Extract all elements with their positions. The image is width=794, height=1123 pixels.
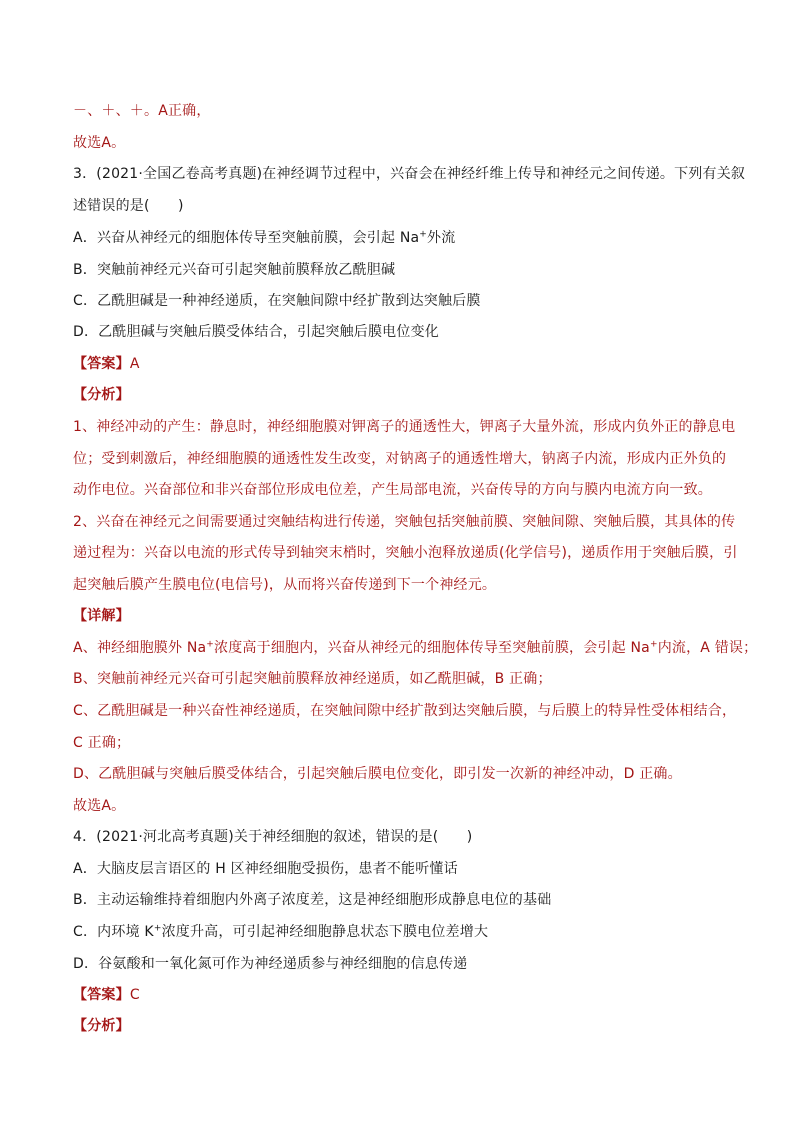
- q3-option-a-text: A．兴奋从神经元的细胞体传导至突触前膜，会引起 Na: [73, 230, 420, 246]
- prev-answer-line-2: 故选A。: [73, 135, 126, 151]
- q3-detail-a-text: A、神经细胞膜外 Na: [73, 640, 207, 656]
- q3-option-a-tail: 外流: [427, 230, 456, 246]
- q4-analysis-tag: 【分析】: [73, 1018, 130, 1034]
- q4-option-d: D．谷氨酸和一氧化氮可作为神经递质参与神经细胞的信息传递: [73, 956, 468, 972]
- q3-option-a-sup: +: [419, 229, 428, 240]
- q3-analysis-2b: 递过程为：兴奋以电流的形式传导到轴突末梢时，突触小泡释放递质(化学信号)，递质作用于突触后膜，引: [73, 545, 738, 561]
- q3-detail-c-2: C 正确；: [73, 735, 131, 751]
- q3-analysis-2a: 2、兴奋在神经元之间需要通过突触结构进行传递，突触包括突触前膜、突触间隙、突触后膜，其具体的传: [73, 514, 736, 530]
- q3-answer-value: A: [129, 356, 140, 372]
- q3-detail-a-tail: 内流，A 错误；: [657, 640, 758, 656]
- prev-answer-line-1: －、＋、＋。A正确，: [73, 103, 211, 119]
- q4-answer: [73, 985, 733, 1005]
- q3-detail-b: B、突触前神经元兴奋可引起突触前膜释放神经递质，如乙酰胆碱，B 正确；: [73, 671, 552, 687]
- q3-option-c: C．乙酰胆碱是一种神经递质，在突触间隙中经扩散到达突触后膜: [73, 293, 481, 309]
- q3-analysis-1a: 1、神经冲动的产生：静息时，神经细胞膜对钾离子的通透性大，钾离子大量外流，形成内负外正的静息电: [73, 419, 736, 435]
- q4-answer-value: C: [129, 987, 140, 1003]
- q3-detail-a-mid: 浓度高于细胞内，兴奋从神经元的细胞体传导至突触前膜，会引起 Na: [214, 640, 650, 656]
- q3-stem-line-2: 述错误的是( ): [73, 198, 184, 214]
- q4-answer-tag: 【答案】: [73, 987, 130, 1003]
- q3-option-d: D．乙酰胆碱与突触后膜受体结合，引起突触后膜电位变化: [73, 324, 439, 340]
- q4-option-b: B．主动运输维持着细胞内外离子浓度差，这是神经细胞形成静息电位的基础: [73, 892, 552, 908]
- q4-option-c-tail: 浓度升高，可引起神经细胞静息状态下膜电位差增大: [161, 924, 489, 940]
- q3-detail-c-1: C、乙酰胆碱是一种兴奋性神经递质，在突触间隙中经扩散到达突触后膜，与后膜上的特异性受体相结合，: [73, 703, 737, 719]
- q3-answer-tag: 【答案】: [73, 356, 130, 372]
- q4-option-c-sup: +: [153, 923, 162, 934]
- q3-option-b: B．突触前神经元兴奋可引起突触前膜释放乙酰胆碱: [73, 262, 396, 278]
- q3-detail-tag: 【详解】: [73, 608, 130, 624]
- q3-detail-a: [73, 638, 758, 658]
- q3-option-a: [73, 228, 733, 248]
- q3-conclusion: 故选A。: [73, 798, 126, 814]
- q3-detail-d: D、乙酰胆碱与突触后膜受体结合，引起突触后膜电位变化，即引发一次新的神经冲动，D 正确。: [73, 766, 682, 782]
- q4-option-c: [73, 922, 733, 942]
- q3-detail-a-sup-2: +: [649, 639, 658, 650]
- q4-stem: 4．(2021·河北高考真题)关于神经细胞的叙述，错误的是( ): [73, 829, 473, 845]
- q4-option-a: A．大脑皮层言语区的 H 区神经细胞受损伤，患者不能听懂话: [73, 861, 458, 877]
- q3-analysis-2c: 起突触后膜产生膜电位(电信号)，从而将兴奋传递到下一个神经元。: [73, 577, 497, 593]
- q3-analysis-1b: 位；受到刺激后，神经细胞膜的通透性发生改变，对钠离子的通透性增大，钠离子内流，形成内正外负的: [73, 451, 727, 467]
- q3-detail-a-sup: +: [206, 639, 215, 650]
- q3-answer: [73, 354, 733, 374]
- q3-analysis-1c: 动作电位。兴奋部位和非兴奋部位形成电位差，产生局部电流，兴奋传导的方向与膜内电流方向一致。: [73, 482, 712, 498]
- q3-stem-line-1: 3．(2021·全国乙卷高考真题)在神经调节过程中，兴奋会在神经纤维上传导和神经元之间传递。下列有关叙: [73, 166, 746, 182]
- q3-analysis-tag: 【分析】: [73, 387, 130, 403]
- q4-option-c-text: C．内环境 K: [73, 924, 154, 940]
